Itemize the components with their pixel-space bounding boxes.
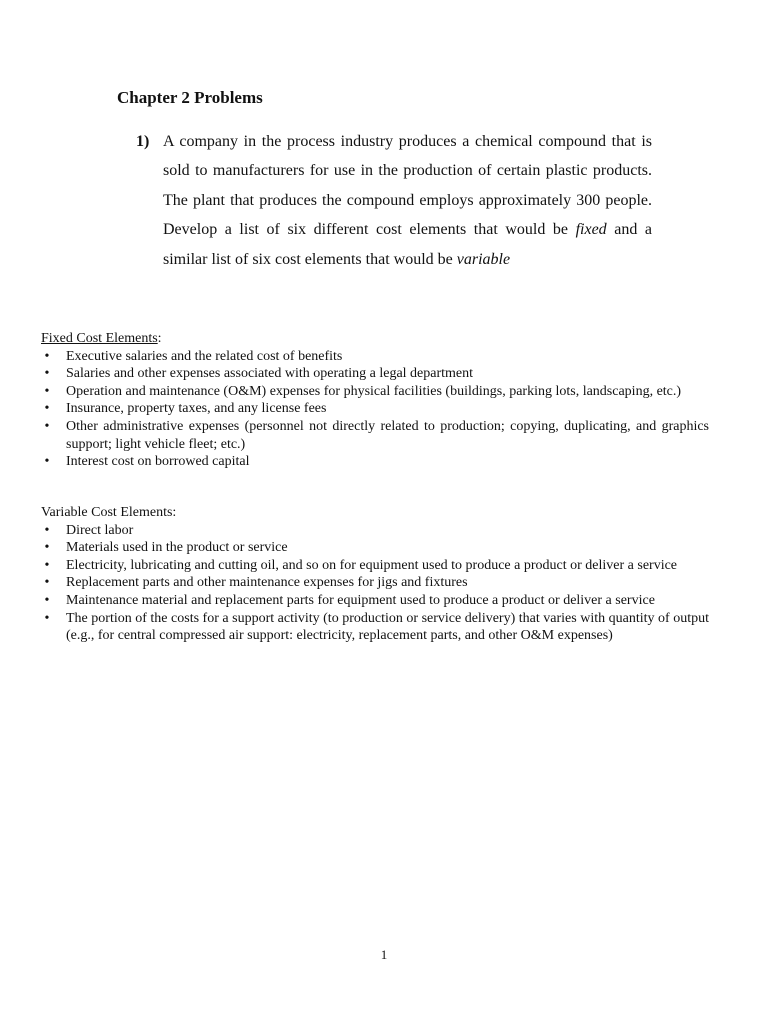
list-item-text: Electricity, lubricating and cutting oil, and so on for equipment used to produce a product or deliver a service	[66, 557, 678, 573]
list-item	[41, 400, 709, 418]
bullet-icon: •	[44, 575, 50, 591]
list-item	[41, 453, 709, 471]
bullet-icon: •	[44, 383, 50, 399]
page-number: 1	[380, 947, 388, 962]
list-item-text: Executive salaries and the related cost of benefits	[66, 348, 343, 364]
variable-emphasis: variable	[456, 250, 511, 268]
bullet-icon: •	[44, 540, 50, 556]
list-item	[41, 418, 709, 453]
list-item	[41, 383, 709, 401]
variable-cost-section	[41, 504, 709, 645]
bullet-icon: •	[44, 366, 50, 382]
list-item	[41, 610, 709, 645]
problem-number: 1)	[136, 133, 150, 150]
list-item-text: Direct labor	[66, 522, 134, 538]
chapter-title: Chapter 2 Problems	[117, 88, 263, 107]
list-item-text: Interest cost on borrowed capital	[66, 454, 250, 470]
problem-1	[136, 127, 652, 274]
list-item-text: Materials used in the product or service	[66, 540, 288, 556]
list-item	[41, 522, 709, 540]
list-item-text: Replacement parts and other maintenance expenses for jigs and fixtures	[66, 575, 468, 591]
list-item	[41, 592, 709, 610]
list-item	[41, 574, 709, 592]
fixed-cost-section	[41, 330, 709, 471]
bullet-icon: •	[44, 557, 50, 573]
problem-text-part-1: A company in the process industry produces a chemical compound that is sold to manufacturers for use in the production of certain plastic products. The plant that produces the compound employs approximately 300 people. Develop a list of six different cost elements that would be	[163, 133, 652, 239]
fixed-cost-list	[41, 348, 709, 471]
bullet-icon: •	[44, 592, 50, 608]
list-item-text: Maintenance material and replacement parts for equipment used to produce a product or deliver a service	[66, 592, 655, 608]
list-item	[41, 557, 709, 575]
list-item-text: Operation and maintenance (O&M) expenses for physical facilities (buildings, parking lots, landscaping, etc.)	[66, 383, 682, 399]
list-item-text: Insurance, property taxes, and any license fees	[66, 401, 327, 417]
bullet-icon: •	[44, 610, 50, 626]
bullet-icon: •	[44, 401, 50, 417]
fixed-cost-title	[41, 330, 709, 348]
list-item-text: Other administrative expenses (personnel not directly related to production; copying, duplicating, and graphics support; light vehicle fleet; etc.)	[66, 418, 709, 452]
list-item	[41, 348, 709, 366]
list-item-text: Salaries and other expenses associated with operating a legal department	[66, 366, 474, 382]
bullet-icon: •	[44, 522, 50, 538]
list-item-text: The portion of the costs for a support activity (to production or service delivery) that varies with quantity of output (e.g., for central compressed air support: electricity, replacement parts, and other O&M expenses)	[66, 610, 709, 644]
fixed-emphasis: fixed	[575, 221, 607, 239]
problem-text-part-2: and a similar list of six cost elements that would be	[163, 221, 652, 268]
list-item	[41, 539, 709, 557]
problem-text	[163, 127, 652, 274]
variable-cost-list	[41, 522, 709, 645]
bullet-icon: •	[44, 348, 50, 364]
bullet-icon: •	[44, 418, 50, 434]
list-item	[41, 365, 709, 383]
variable-cost-title: Variable Cost Elements:	[41, 505, 177, 520]
bullet-icon: •	[44, 454, 50, 470]
fixed-cost-title-colon: :	[157, 331, 162, 346]
fixed-cost-title-text: Fixed Cost Elements	[41, 331, 158, 346]
